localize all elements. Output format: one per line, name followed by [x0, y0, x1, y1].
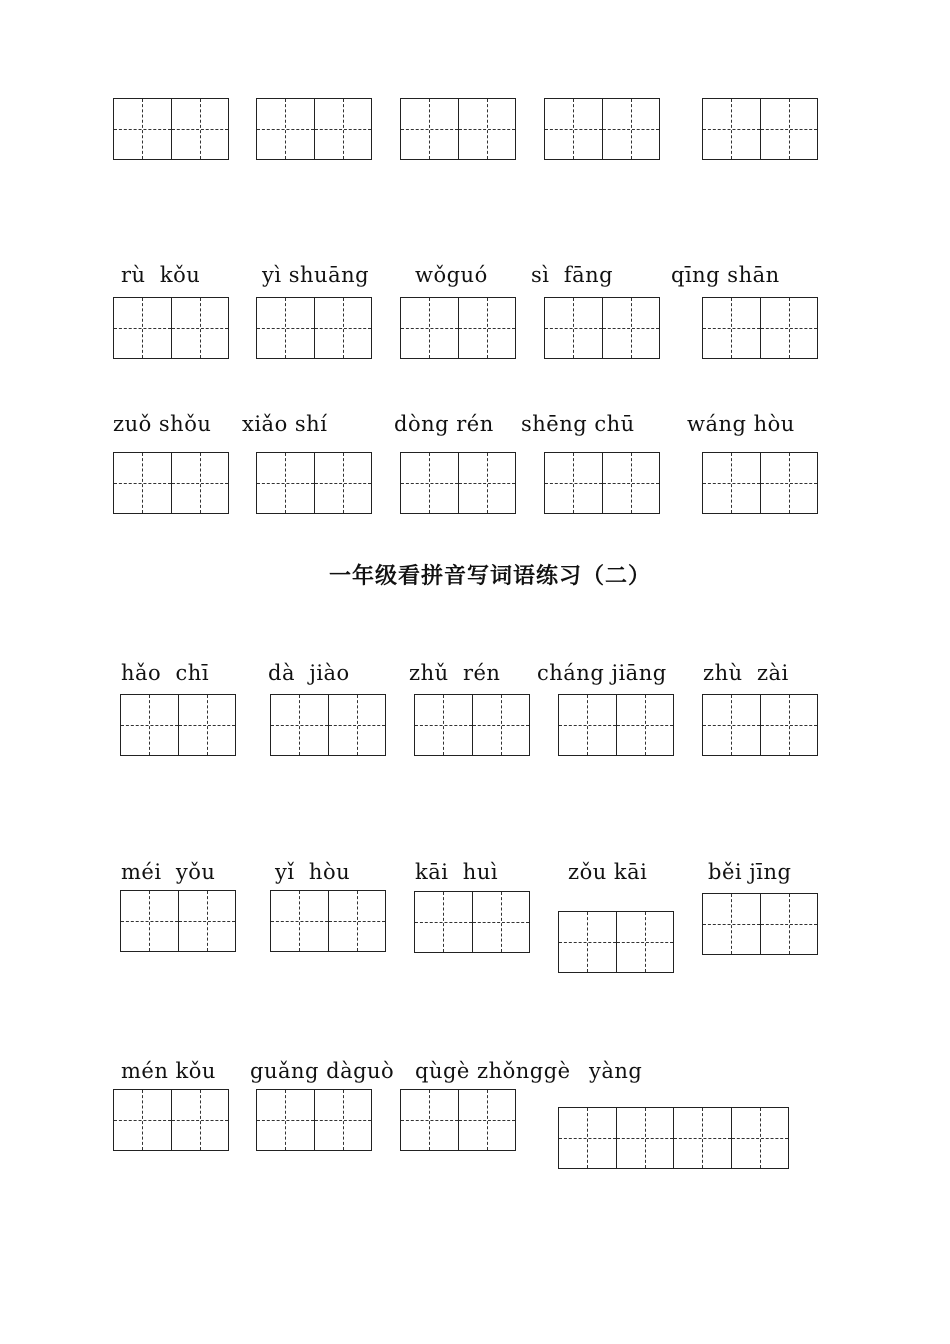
writing-grid — [113, 1089, 229, 1151]
pinyin-label: guǎng dàguò — [250, 1059, 395, 1083]
writing-grid — [702, 297, 818, 359]
writing-grid — [113, 98, 229, 160]
writing-grid — [544, 452, 660, 514]
pinyin-label: dà jiào — [268, 661, 350, 685]
writing-grid — [400, 297, 516, 359]
writing-grid — [113, 452, 229, 514]
writing-grid — [400, 452, 516, 514]
writing-grid — [256, 98, 372, 160]
pinyin-label: qīng shān — [671, 263, 780, 287]
writing-grid — [400, 98, 516, 160]
pinyin-label: zhǔ rén — [409, 661, 501, 685]
writing-grid — [414, 694, 530, 756]
pinyin-label: kāi huì — [415, 860, 499, 884]
pinyin-label: qùgè zhǒnggè — [415, 1059, 571, 1083]
page-title: 一年级看拼音写词语练习（二） — [328, 564, 651, 589]
pinyin-label: yì shuāng — [262, 263, 370, 287]
pinyin-label: wáng hòu — [687, 412, 795, 436]
pinyin-label: yǐ hòu — [275, 860, 351, 884]
pinyin-label: zhù zài — [703, 661, 789, 685]
pinyin-label: méi yǒu — [121, 860, 216, 884]
writing-grid — [270, 694, 386, 756]
writing-grid — [400, 1089, 516, 1151]
pinyin-label: xiǎo shí — [242, 412, 328, 436]
pinyin-label: sì fāng — [531, 263, 614, 287]
writing-grid — [558, 1107, 789, 1169]
writing-grid — [702, 893, 818, 955]
writing-grid — [558, 694, 674, 756]
pinyin-label: mén kǒu — [121, 1059, 216, 1083]
writing-grid — [270, 890, 386, 952]
pinyin-label: rù kǒu — [121, 263, 201, 287]
pinyin-label: zuǒ shǒu — [113, 412, 212, 436]
writing-grid — [558, 911, 674, 973]
writing-grid — [256, 452, 372, 514]
pinyin-label: yàng — [589, 1059, 643, 1083]
writing-grid — [256, 297, 372, 359]
pinyin-label: běi jīng — [708, 860, 792, 884]
writing-grid — [544, 297, 660, 359]
writing-grid — [702, 98, 818, 160]
pinyin-label: dòng rén — [394, 412, 494, 436]
pinyin-label: shēng chū — [521, 412, 635, 436]
pinyin-label: hǎo chī — [121, 661, 210, 685]
writing-grid — [544, 98, 660, 160]
writing-grid — [414, 891, 530, 953]
pinyin-label: cháng jiāng — [537, 661, 667, 685]
writing-grid — [120, 694, 236, 756]
writing-grid — [113, 297, 229, 359]
pinyin-label: wǒguó — [415, 263, 488, 287]
writing-grid — [256, 1089, 372, 1151]
pinyin-label: zǒu kāi — [568, 860, 648, 884]
writing-grid — [120, 890, 236, 952]
writing-grid — [702, 452, 818, 514]
writing-grid — [702, 694, 818, 756]
